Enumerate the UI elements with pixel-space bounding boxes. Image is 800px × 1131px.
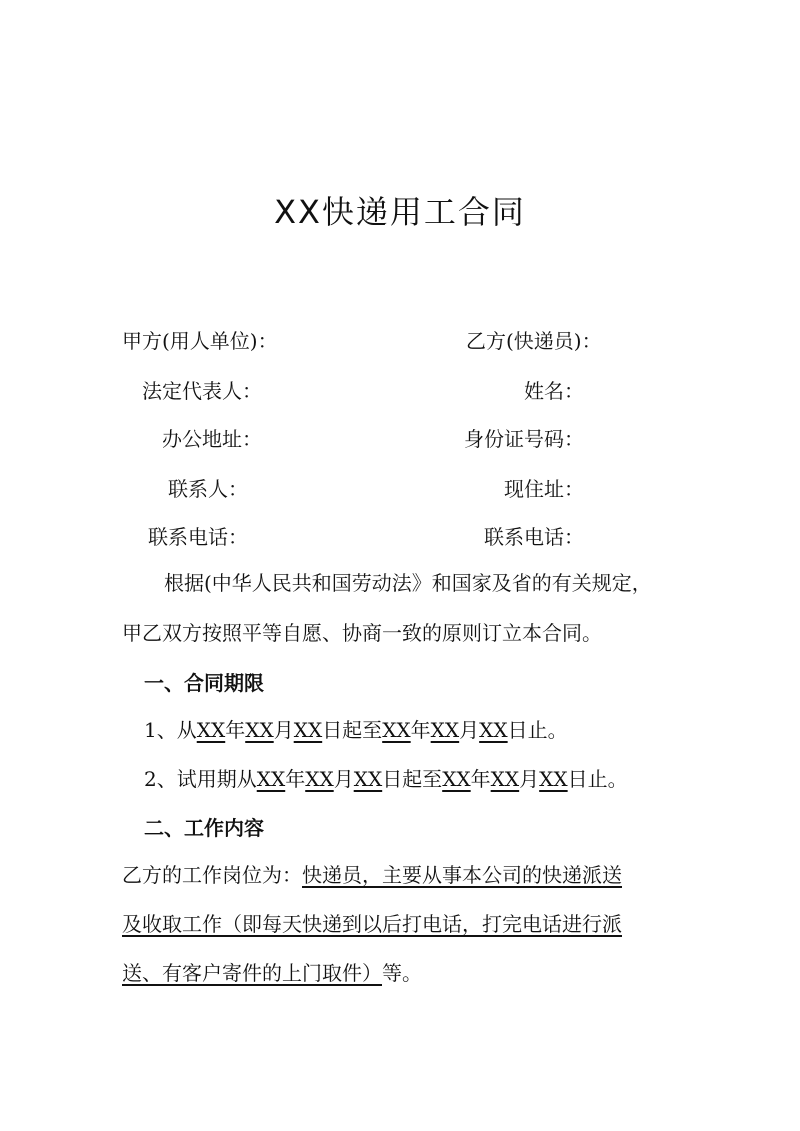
- work-content-lead: 乙方的工作岗位为：: [122, 863, 302, 887]
- start-year-blank: XX: [196, 718, 226, 742]
- day-from-text: 日起至: [322, 718, 383, 742]
- probation-end-day-blank: XX: [539, 767, 568, 791]
- start-day-blank: XX: [293, 718, 323, 742]
- work-content-underlined-3: 送、有客户寄件的上门取件）: [122, 961, 382, 985]
- day-from-text: 日起至: [382, 767, 443, 791]
- work-content-tail: 等。: [382, 961, 422, 985]
- end-year-blank: XX: [382, 718, 411, 742]
- name-label: 姓名：: [524, 379, 584, 403]
- intro-line-2: 甲乙双方按照平等自愿、协商一致的原则订立本合同。: [122, 621, 602, 645]
- probation-start-year-blank: XX: [256, 767, 286, 791]
- probation-start-day-blank: XX: [353, 767, 383, 791]
- section-1-heading: 一、合同期限: [144, 671, 264, 695]
- legal-rep-label: 法定代表人：: [142, 379, 262, 403]
- month-text: 月: [459, 718, 480, 742]
- term-item-1: [144, 715, 568, 745]
- page-title: XX快递用工合同: [274, 193, 526, 231]
- probation-start-month-blank: XX: [305, 767, 334, 791]
- term-item-2: [144, 764, 628, 794]
- phone-a-label: 联系电话：: [148, 525, 248, 549]
- current-address-label: 现住址：: [504, 477, 584, 501]
- contact-person-label: 联系人：: [168, 477, 248, 501]
- term-item-2-prefix: 2、试用期从: [144, 767, 257, 791]
- work-content-line-3: [122, 958, 422, 988]
- start-month-blank: XX: [245, 718, 274, 742]
- phone-b-label: 联系电话：: [484, 525, 584, 549]
- work-content-underlined-1: 快递员，主要从事本公司的快递派送: [302, 863, 622, 887]
- party-b-label: 乙方(快递员)：: [466, 329, 602, 353]
- intro-line-1: 根据(中华人民共和国劳动法》和国家及省的有关规定，: [164, 571, 652, 595]
- section-2-heading: 二、工作内容: [144, 816, 264, 840]
- year-text: 年: [410, 718, 431, 742]
- day-end-text: 日止。: [567, 767, 628, 791]
- month-text: 月: [273, 718, 294, 742]
- probation-end-year-blank: XX: [442, 767, 471, 791]
- end-day-blank: XX: [479, 718, 508, 742]
- probation-end-month-blank: XX: [490, 767, 520, 791]
- work-content-line-1: [122, 860, 622, 890]
- year-text: 年: [225, 718, 246, 742]
- month-text: 月: [519, 767, 540, 791]
- work-content-underlined-2: 及收取工作（即每天快递到以后打电话，打完电话进行派: [122, 912, 622, 936]
- year-text: 年: [285, 767, 306, 791]
- id-number-label: 身份证号码：: [464, 427, 584, 451]
- day-end-text: 日止。: [507, 718, 568, 742]
- year-text: 年: [470, 767, 491, 791]
- party-a-label: 甲方(用人单位)：: [122, 329, 278, 353]
- work-content-line-2: [122, 909, 622, 939]
- month-text: 月: [333, 767, 354, 791]
- term-item-1-prefix: 1、从: [144, 718, 197, 742]
- end-month-blank: XX: [430, 718, 460, 742]
- office-address-label: 办公地址：: [162, 427, 262, 451]
